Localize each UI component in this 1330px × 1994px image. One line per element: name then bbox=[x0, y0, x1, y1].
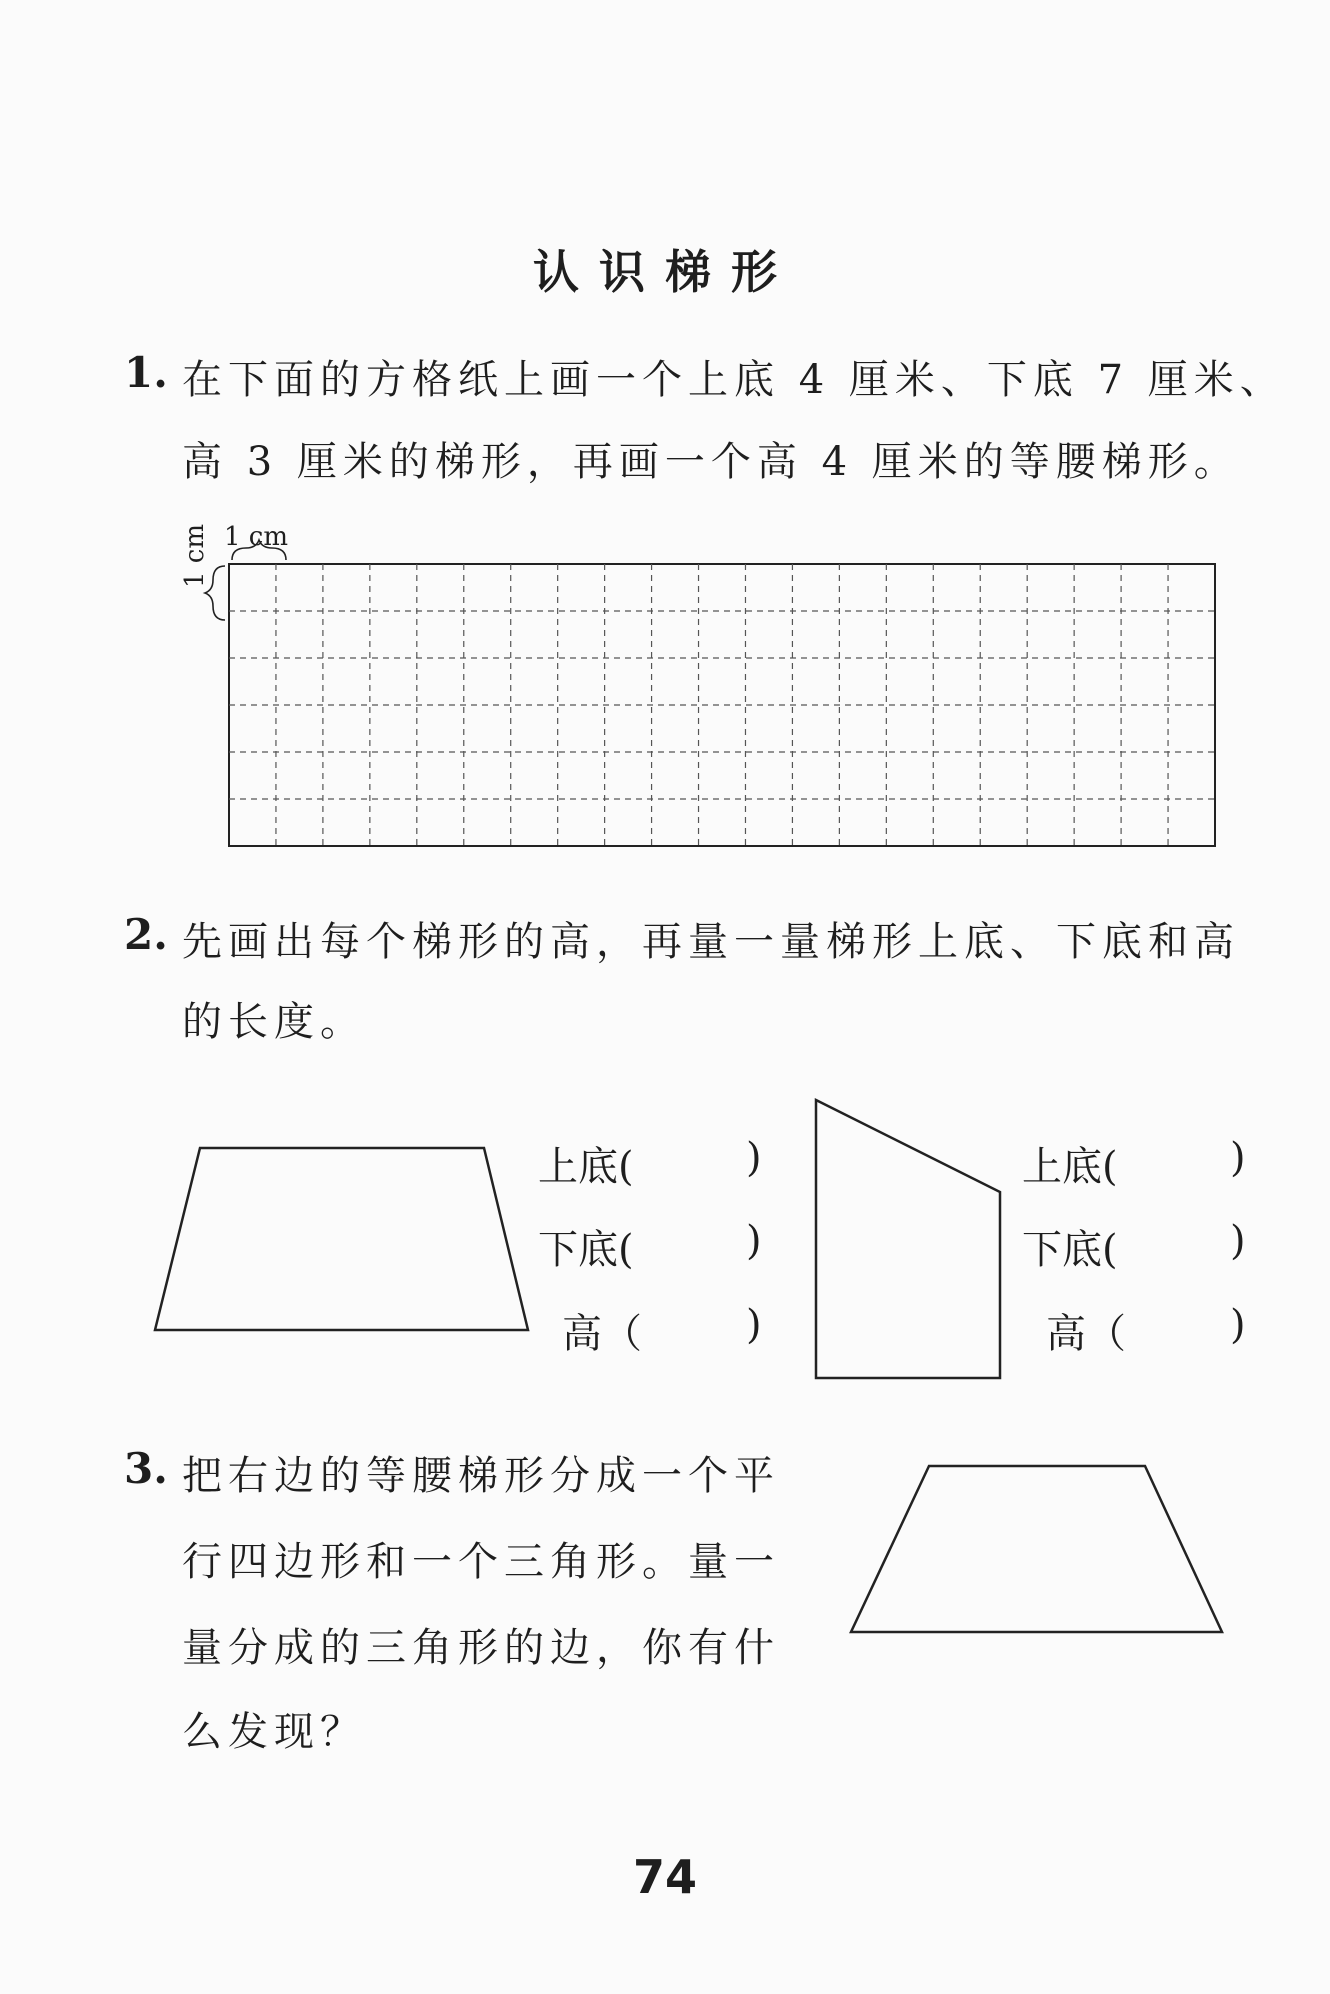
left-bottom-base-label: 下底( bbox=[538, 1227, 634, 1273]
left-height-label: 高（ bbox=[562, 1311, 642, 1357]
q1-text-line1: 在下面的方格纸上画一个上底 4 厘米、下底 7 厘米、 bbox=[182, 357, 1286, 403]
right-height-close: ) bbox=[1230, 1302, 1246, 1348]
page-number: 74 bbox=[632, 1850, 697, 1904]
q1-text-line2: 高 3 厘米的梯形，再画一个高 4 厘米的等腰梯形。 bbox=[182, 439, 1240, 485]
grid-unit-side-label: 1 cm bbox=[180, 523, 210, 588]
left-height-close: ) bbox=[746, 1302, 762, 1348]
q2-number: 2. bbox=[124, 910, 168, 959]
q3-text-line4: 么发现？ bbox=[182, 1709, 366, 1755]
side-brace-icon bbox=[205, 566, 225, 620]
left-top-base-close: ) bbox=[746, 1135, 762, 1181]
q3-text-line3: 量分成的三角形的边，你有什 bbox=[182, 1625, 780, 1671]
q3-number: 3. bbox=[124, 1444, 168, 1493]
right-top-base-label: 上底( bbox=[1022, 1144, 1118, 1190]
page-title: 认识梯形 bbox=[533, 245, 797, 299]
q1-number: 1. bbox=[124, 348, 168, 397]
q2-text-line2: 的长度。 bbox=[182, 999, 366, 1045]
left-top-base-label: 上底( bbox=[538, 1144, 634, 1190]
q3-text-line1: 把右边的等腰梯形分成一个平 bbox=[182, 1453, 780, 1499]
left-bottom-base-close: ) bbox=[746, 1218, 762, 1264]
trapezoid-q2-left bbox=[155, 1148, 528, 1330]
top-brace-icon bbox=[232, 540, 286, 560]
grid-unit-top-label: 1 cm bbox=[224, 522, 289, 552]
right-height-label: 高（ bbox=[1046, 1311, 1126, 1357]
grid-paper bbox=[229, 564, 1215, 846]
q2-text-line1: 先画出每个梯形的高，再量一量梯形上底、下底和高 bbox=[182, 919, 1240, 965]
right-top-base-close: ) bbox=[1230, 1135, 1246, 1181]
q3-text-line2: 行四边形和一个三角形。量一 bbox=[182, 1539, 780, 1585]
trapezoid-q2-right bbox=[816, 1100, 1000, 1378]
trapezoid-q3 bbox=[851, 1466, 1222, 1632]
right-bottom-base-close: ) bbox=[1230, 1218, 1246, 1264]
right-bottom-base-label: 下底( bbox=[1022, 1227, 1118, 1273]
